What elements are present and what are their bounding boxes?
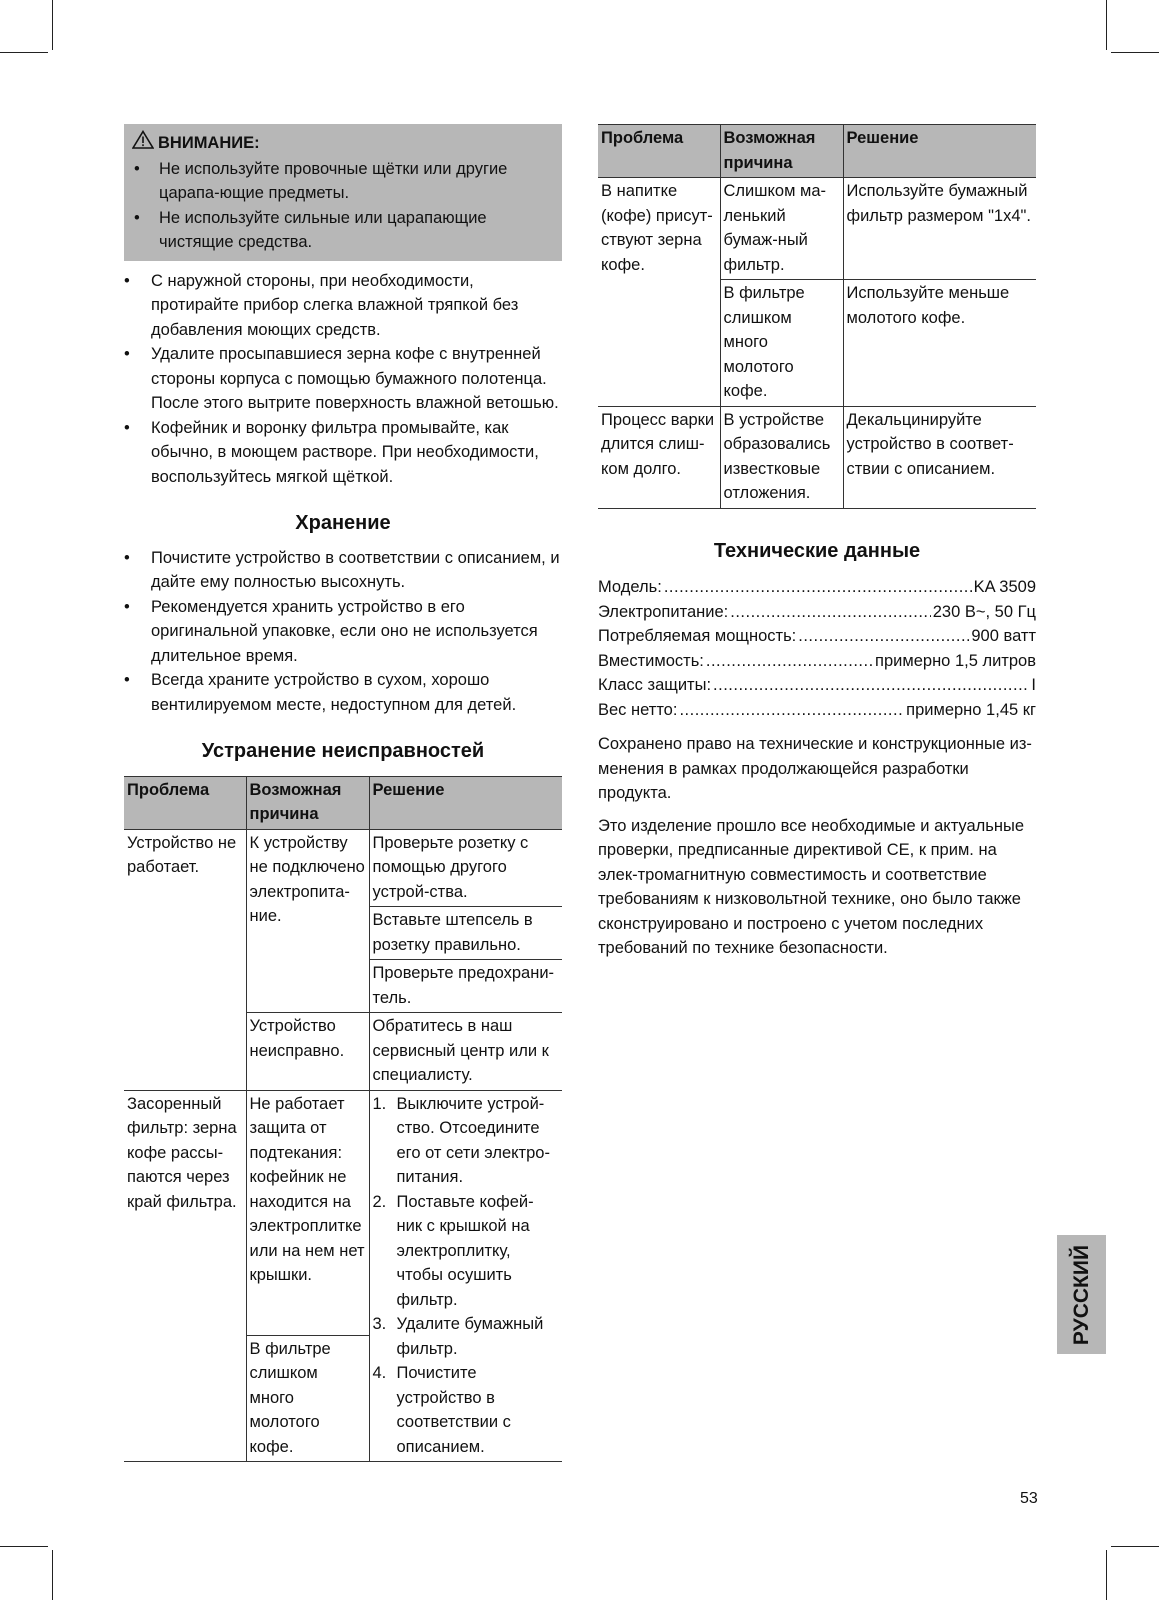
cause-cell: В фильтре слишком много молотого кофе. [720,280,843,407]
table-row [598,406,1036,508]
spec-row [598,673,1036,698]
cause-cell: Устройство неисправно. [246,1013,369,1091]
language-tab [1057,1235,1106,1354]
spec-label: Вместимость: [598,651,704,670]
header-cause: Возможная причина [246,776,369,829]
crop-mark [1106,0,1107,50]
cause-cell: Не работает защита от подтекания: кофейник не находится на электроплитке или на нем нет крышки. [246,1090,369,1335]
solution-cell: Вставьте штепсель в розетку правильно. [369,907,562,960]
solution-steps [373,1092,560,1460]
crop-mark [52,1550,53,1600]
step-text: Выключите устрой-ство. Отсоедините его от сети электро-питания. [396,1094,550,1186]
warning-list [132,157,554,255]
problem-cell: Устройство не работает. [124,829,246,1090]
crop-mark [52,0,53,50]
spec-value: I [1031,676,1036,694]
leader-dots [706,649,873,674]
cleaning-item: • Кофейник и воронку фильтра промывайте, как обычно, в моющем растворе. При необходимости, воспользуйтесь мягкой щёткой. [124,416,562,490]
solution-step [373,1312,560,1361]
solution-cell: Проверьте розетку с помощью другого устрой-ства. [369,829,562,907]
solution-cell: Декальцинируйте устройство в соответ-ствии с описанием. [843,406,1036,508]
solution-step [373,1361,560,1459]
solution-step [373,1190,560,1313]
table-row [124,1090,562,1335]
table-row [598,178,1036,280]
crop-mark [1111,52,1159,53]
step-number: 4. [372,1364,387,1382]
spec-row [598,624,1036,649]
solution-cell: Обратитесь в наш сервисный центр или к специалисту. [369,1013,562,1091]
warning-item: • Не используйте сильные или царапающие чистящие средства. [132,206,554,255]
header-solution: Решение [843,125,1036,178]
cleaning-list [124,269,562,490]
right-column [598,124,1036,961]
leader-dots [798,624,969,649]
table-header-row [598,125,1036,178]
spec-value: примерно 1,45 кг [906,700,1036,719]
solution-cell: Используйте меньше молотого кофе. [843,280,1036,407]
warning-item: • Не используйте провочные щётки или другие царапа-ющие предметы. [132,157,554,206]
solution-cell: Используйте бумажный фильтр размером "1x4". [843,178,1036,280]
spec-value: 900 ватт [971,627,1036,645]
header-solution: Решение [369,776,562,829]
spec-label: Вес нетто: [598,700,678,719]
spec-label: Класс защиты: [598,676,712,694]
tech-specs [598,575,1036,722]
storage-list [124,546,562,718]
crop-mark [0,52,48,53]
spec-value: KA 3509 [973,578,1036,596]
cause-cell: Слишком ма-ленький бумаж-ный фильтр. [720,178,843,280]
table-row [124,829,562,907]
problem-cell: Процесс варки длится слиш-ком долго. [598,406,720,508]
problem-cell: Засоренный фильтр: зерна кофе рассы-паются через край фильтра. [124,1090,246,1462]
cause-cell: К устройству не подключено электропита-ние. [246,829,369,1013]
tech-paragraph: Сохранено право на технические и конструкционные из-менения в рамках продолжающейся разработки продукта. [598,735,1032,802]
troubleshooting-table-right [598,124,1036,509]
solution-step [373,1092,560,1190]
storage-item: • Всегда храните устройство в сухом, хорошо вентилируемом месте, недоступном для детей. [124,668,562,717]
step-text: Поставьте кофей-ник с крышкой на электроплитку, чтобы осушить фильтр. [396,1192,534,1309]
storage-heading: Хранение [295,512,391,534]
cleaning-item: • Удалите просыпавшиеся зерна кофе с внутренней стороны корпуса с помощью бумажного полотенца. После этого вытрите поверхность влажной ветошью. [124,342,562,416]
spec-row [598,600,1036,625]
header-cause: Возможная причина [720,125,843,178]
troubleshooting-table-left [124,776,562,1463]
leader-dots [679,698,904,723]
page-number: 53 [1020,1490,1038,1507]
leader-dots [713,673,1029,698]
warning-title [132,130,554,157]
spec-row [598,649,1036,674]
spec-value: примерно 1,5 литров [875,651,1036,670]
spec-label: Модель: [598,578,662,596]
storage-item: • Почистите устройство в соответствии с описанием, и дайте ему полностью высохнуть. [124,546,562,595]
crop-mark [0,1546,48,1547]
header-problem: Проблема [124,776,246,829]
spec-label: Электропитание: [598,602,729,621]
left-column [124,124,562,1462]
leader-dots [730,600,931,625]
storage-item: • Рекомендуется хранить устройство в его оригинальной упаковке, если оно не используется длительное время. [124,595,562,669]
step-number: 3. [372,1315,387,1333]
crop-mark [1111,1546,1159,1547]
spec-value: 230 В~, 50 Гц [932,602,1036,621]
cause-cell: В фильтре слишком много молотого кофе. [246,1335,369,1462]
troubleshooting-heading: Устранение неисправностей [201,740,485,762]
step-text: Удалите бумажный фильтр. [396,1315,544,1358]
tech-heading: Технические данные [713,539,921,562]
problem-cell: В напитке (кофе) присут-ствуют зерна кофе. [598,178,720,407]
spec-row [598,698,1036,723]
step-number: 2. [372,1192,387,1211]
cleaning-item: • С наружной стороны, при необходимости, протирайте прибор слегка влажной тряпкой без добавления моющих средств. [124,269,562,343]
step-text: Почистите устройство в соответствии с описанием. [396,1364,511,1456]
solution-cell [369,1090,562,1462]
crop-mark [1106,1550,1107,1600]
spec-label: Потребляемая мощность: [598,627,797,645]
solution-cell: Проверьте предохрани-тель. [369,960,562,1013]
warning-box [124,124,562,261]
header-problem: Проблема [598,125,720,178]
step-number: 1. [372,1094,387,1113]
warning-title-text: ВНИМАНИЕ: [158,134,260,152]
cause-cell: В устройстве образовались известковые отложения. [720,406,843,508]
tech-paragraph: Это изделение прошло все необходимые и актуальные проверки, предписанные директивой CE, к прим. на элек-тромагнитную совместимость и соответствие требованиям к низковольтной технике, оно было также сконструировано и построено с учетом последних требований по технике безопасности. [598,816,1025,957]
leader-dots [664,575,972,600]
table-header-row [124,776,562,829]
language-tab-label: РУССКИЙ [1069,1244,1093,1345]
spec-row [598,575,1036,600]
warning-triangle-icon [132,130,154,157]
